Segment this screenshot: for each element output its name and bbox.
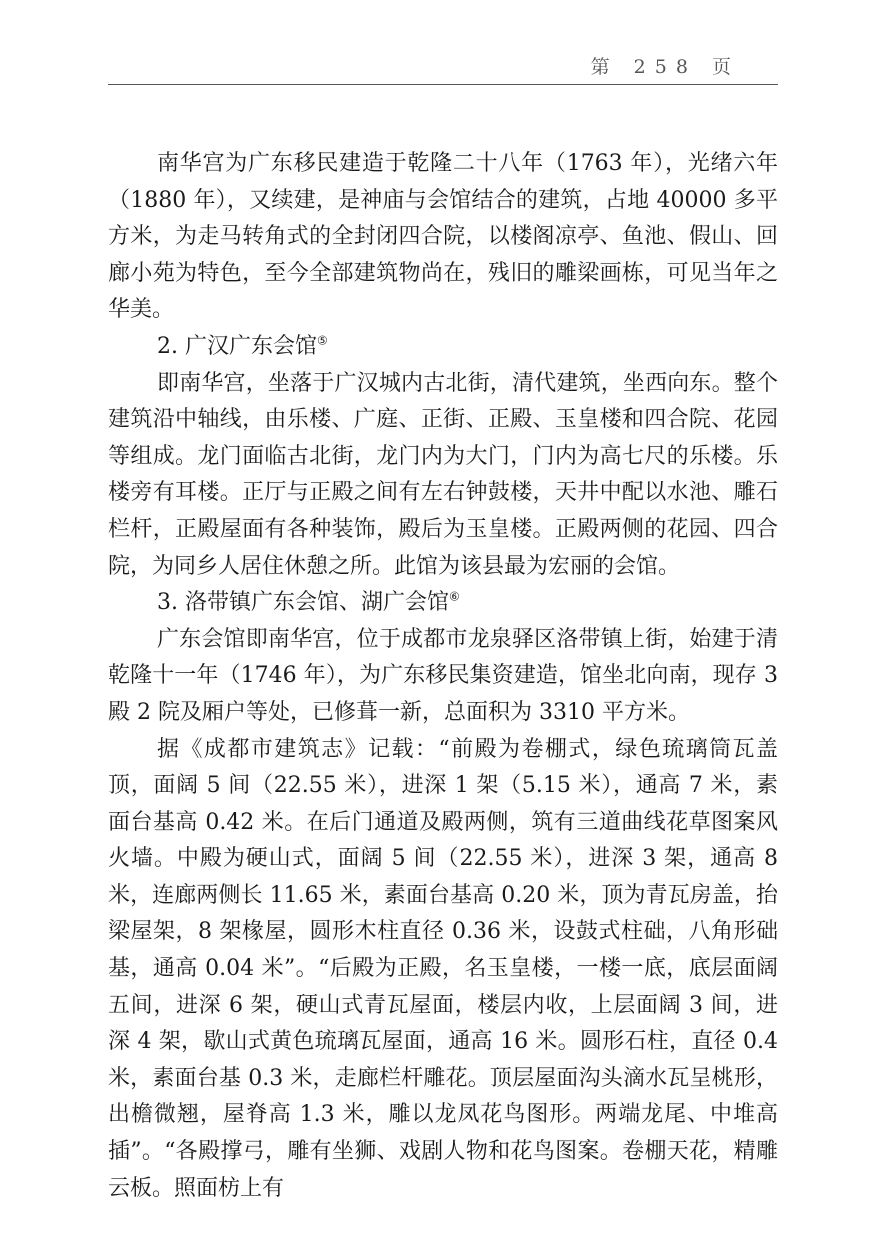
paragraph-luodai: 广东会馆即南华宫，位于成都市龙泉驿区洛带镇上街，始建于清乾隆十一年（1746 年），为广东移民集资建造，馆坐北向南，现存 3 殿 2 院及厢户等处，已修葺一新，总面积为 3310 平方米。: [108, 626, 778, 725]
footnote-marker: ⑤: [316, 333, 328, 348]
heading-text: 3. 洛带镇广东会馆、湖广会馆: [157, 590, 449, 616]
page-number: 第 258 页: [590, 56, 740, 78]
paragraph-chengdu-record: 据《成都市建筑志》记载：“前殿为卷棚式，绿色琉璃筒瓦盖顶，面阔 5 间（22.55 米），进深 1 架（5.15 米），通高 7 米，素面台基高 0.42 米。在后门通道及殿两侧，筑有三道曲线花草图案风火墙。中殿为硬山式，面阔 5 间（22.55 米），进深 3 架，通高 8 米，连廊两侧长 11.65 米，素面台基高 0.20 米，顶为青瓦房盖，抬梁屋架，8 架椽屋，圆形木柱直径 0.36 米，设鼓式柱础，八角形础基，通高 0.04 米”。“后殿为正殿，名玉皇楼，一楼一底，底层面阔五间，进深 6 架，硬山式青瓦屋面，楼层内收，上层面阔 3 间，进深 4 架，歇山式黄色琉璃瓦屋面，通高 16 米。圆形石柱，直径 0.4 米，素面台基 0.3 米，走廊栏杆雕花。顶层屋面沟头滴水瓦呈桃形，出檐微翘，屋脊高 1.3 米，雕以龙凤花鸟图形。两端龙尾、中堆高插”。“各殿撑弓，雕有坐狮、戏剧人物和花鸟图案。卷棚天花，精雕云板。照面枋上有: [108, 736, 778, 1201]
footnote-marker: ⑥: [448, 589, 460, 604]
page-header: [108, 50, 778, 85]
paragraph-nanhua-palace: 南华宫为广东移民建造于乾隆二十八年（1763 年），光绪六年（1880 年），又续建，是神庙与会馆结合的建筑，占地 40000 多平方米，为走马转角式的全封闭四合院，以楼阁凉亭、鱼池、假山、回廊小苑为特色，至今全部建筑物尚在，残旧的雕梁画栋，可见当年之华美。: [108, 151, 778, 323]
section-heading-luodai: [108, 585, 778, 622]
section-heading-guanghan: [108, 329, 778, 366]
document-body: [108, 146, 778, 1207]
paragraph-guanghan: 即南华宫，坐落于广汉城内古北街，清代建筑，坐西向东。整个建筑沿中轴线，由乐楼、广庭、正街、正殿、玉皇楼和四合院、花园等组成。龙门面临古北街，龙门内为大门，门内为高七尺的乐楼。乐楼旁有耳楼。正厅与正殿之间有左右钟鼓楼，天井中配以水池、雕石栏杆，正殿屋面有各种装饰，殿后为玉皇楼。正殿两侧的花园、四合院，为同乡人居住休憩之所。此馆为该县最为宏丽的会馆。: [108, 370, 778, 579]
heading-text: 2. 广汉广东会馆: [157, 333, 317, 359]
